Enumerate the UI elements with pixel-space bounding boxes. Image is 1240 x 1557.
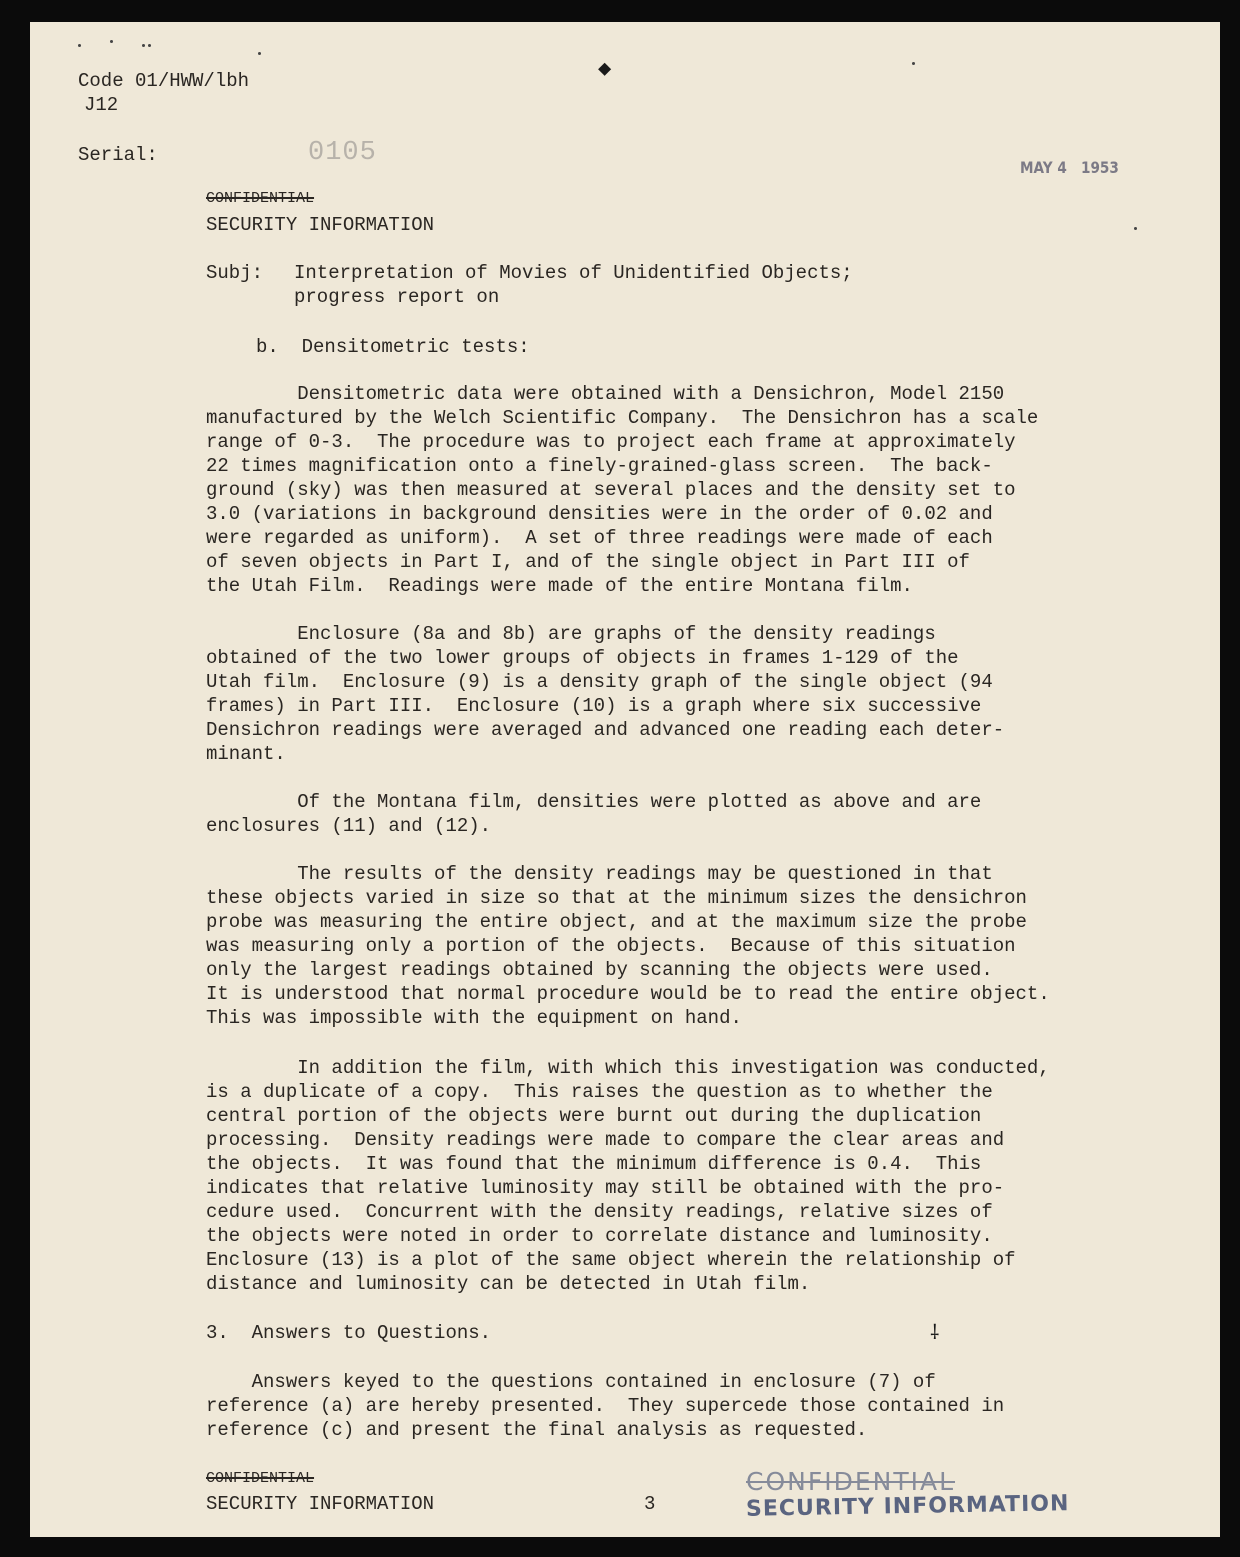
stamp-struck: CONFIDENTIAL bbox=[746, 1467, 956, 1496]
classification-struck: CONFIDENTIAL bbox=[206, 190, 315, 207]
section-b-heading: b. Densitometric tests: bbox=[256, 336, 530, 358]
ink-mark-icon: ⸸ bbox=[930, 1323, 940, 1346]
scan-speck bbox=[1134, 227, 1137, 230]
serial-label: Serial: bbox=[78, 144, 158, 166]
section-3-heading: 3. Answers to Questions. bbox=[206, 1322, 492, 1344]
paragraph-enclosures-utah: Enclosure (8a and 8b) are graphs of the density readings obtained of the two lower groups of objects in frames 1-129 of the Utah film. Enclosure (9) is a density graph of the single object (94 frames) in Part III. Enclosure (10) is a graph where six successive Densichron readings were averaged and advanced one reading each deter- minant. bbox=[206, 623, 1005, 765]
date-stamp: MAY 4 1953 bbox=[1020, 158, 1119, 177]
paragraph-montana: Of the Montana film, densities were plotted as above and are enclosures (11) and (12). bbox=[206, 791, 982, 837]
scan-speck bbox=[148, 44, 151, 47]
diamond-mark-icon: ◆ bbox=[598, 57, 612, 82]
footer-classification-struck: CONFIDENTIAL bbox=[206, 1470, 315, 1487]
scan-speck bbox=[912, 62, 915, 65]
paragraph-results: The results of the density readings may be questioned in that these objects varied in size so that at the minimum sizes the densichron probe was measuring the entire object, and at the maximum size the probe was measuring only a portion of the objects. Because of this situation only the largest readings obtained by scanning the objects were used. It is understood that normal procedure would be to read the entire object. This was impossible with the equipment on hand. bbox=[206, 863, 1050, 1029]
routing-code: Code 01/HWW/lbh bbox=[78, 70, 250, 92]
subject-label: Subj: bbox=[206, 262, 264, 284]
document-page bbox=[30, 22, 1220, 1537]
scan-speck bbox=[78, 44, 81, 47]
subject-line-2: progress report on bbox=[294, 286, 500, 308]
file-code: J12 bbox=[84, 94, 119, 116]
classification-stamp bbox=[745, 1467, 1070, 1522]
stamp-label: SECURITY INFORMATION bbox=[745, 1491, 1070, 1522]
scan-speck bbox=[110, 40, 113, 43]
scan-speck bbox=[258, 52, 261, 55]
paragraph-answers: Answers keyed to the questions contained in enclosure (7) of reference (a) are hereby presented. They supercede those contained in reference (c) and present the final analysis as requested. bbox=[206, 1371, 1005, 1441]
footer-classification-label: SECURITY INFORMATION bbox=[206, 1493, 435, 1515]
classification-label: SECURITY INFORMATION bbox=[206, 214, 435, 236]
paragraph-densitometric-data: Densitometric data were obtained with a Densichron, Model 2150 manufactured by the Welch Scientific Company. The Densichron has a scale range of 0-3. The procedure was to project each frame at approximately 22 times magnification onto a finely-grained-glass screen. The back- ground (sky) was then measured at several places and the density set to 3.0 (variations in background densities were in the order of 0.02 and were regarded as uniform). A set of three readings were made of each of seven objects in Part I, and of the single object in Part III of the Utah Film. Readings were made of the entire Montana film. bbox=[206, 383, 1039, 597]
page-number: 3 bbox=[644, 1493, 656, 1515]
paragraph-duplicate-film: In addition the film, with which this investigation was conducted, is a duplicate of a copy. This raises the question as to whether the central portion of the objects were burnt out during the duplication processing. Density readings were made to compare the clear areas and the objects. It was found that the minimum difference is 0.4. This indicates that relative luminosity may still be obtained with the pro- cedure used. Concurrent with the density readings, relative sizes of the objects were noted in order to correlate distance and luminosity. Enclosure (13) is a plot of the same object wherein the relationship of distance and luminosity can be detected in Utah film. bbox=[206, 1057, 1050, 1295]
serial-number: 0105 bbox=[308, 138, 377, 168]
scan-speck bbox=[142, 44, 145, 47]
subject-line-1: Interpretation of Movies of Unidentified Objects; bbox=[294, 262, 853, 284]
